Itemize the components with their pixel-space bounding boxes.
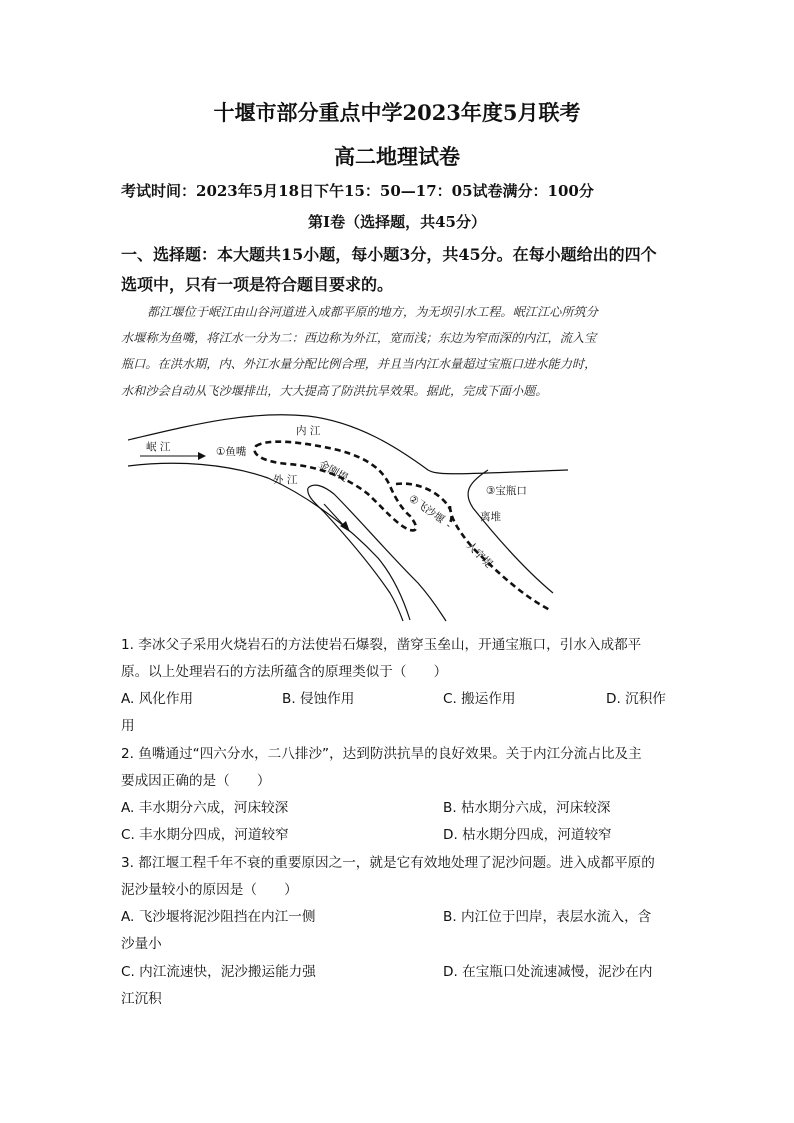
q1-stem-line2: 原。以上处理岩石的方法所蕴含的原理类似于（ ） (121, 664, 448, 680)
q2-option-d: D. 枯水期分四成，河道较窄 (443, 827, 612, 843)
q1-option-d-continued: 用 (121, 718, 135, 734)
exam-subtitle: 高二地理试卷 (334, 144, 460, 169)
q1-option-d: D. 沉积作 (606, 691, 666, 707)
renzidi-label: 人字堤 (463, 539, 495, 571)
q3-stem-line1: 3. 都江堰工程千年不衰的重要原因之一，就是它有效地处理了泥沙问题。进入成都平原的 (121, 855, 655, 871)
baopingkou-label: ③宝瓶口 (486, 485, 527, 497)
instructions-line1: 一、选择题：本大题共15小题，每小题3分，共45分。在每小题给出的四个 (121, 245, 657, 264)
q2-option-b: B. 枯水期分六成，河床较深 (443, 800, 611, 816)
q1-option-b: B. 侵蚀作用 (282, 691, 355, 707)
exam-info: 考试时间：2023年5月18日下午15：50—17：05试卷满分：100分 (121, 182, 594, 200)
q3-stem-line2: 泥沙量较小的原因是（ ） (121, 882, 298, 898)
q3-option-b-continued: 沙量小 (121, 936, 162, 952)
passage-line4: 水和沙会自动从飞沙堰排出，大大提高了防洪抗旱效果。据此，完成下面小题。 (121, 384, 548, 398)
section-title: 第Ⅰ卷（选择题，共45分） (308, 213, 486, 231)
q3-option-c: C. 内江流速快，泥沙搬运能力强 (121, 964, 316, 980)
river-bank-north (128, 415, 568, 474)
q3-option-a: A. 飞沙堰将泥沙阻挡在内江一侧 (121, 909, 316, 925)
q3-option-d: D. 在宝瓶口处流速减慢，泥沙在内 (443, 964, 653, 980)
yuzui-label: ①鱼嘴 (216, 446, 247, 458)
q1-option-c: C. 搬运作用 (443, 691, 516, 707)
minjiang-label: 岷 江 (146, 441, 171, 453)
feishayan-label: ②飞沙堰 (406, 492, 447, 526)
lidui-label: 离堆 (480, 511, 501, 523)
q2-stem-line1: 2. 鱼嘴通过“四六分水，二八排沙”，达到防洪抗旱的良好效果。关于内江分流占比及主 (121, 746, 642, 762)
q1-stem-line1: 1. 李冰父子采用火烧岩石的方法使岩石爆裂，凿穿玉垒山，开通宝瓶口，引水入成都平 (121, 637, 642, 653)
river-bank-south (128, 463, 410, 620)
q3-option-d-continued: 江沉积 (121, 991, 162, 1007)
waijiang-label: 外 江 (273, 474, 298, 486)
instructions-line2: 选项中，只有一项是符合题目要求的。 (121, 275, 394, 294)
exam-title: 十堰市部分重点中学2023年度5月联考 (213, 100, 581, 125)
q2-stem-line2: 要成因正确的是（ ） (121, 773, 271, 789)
q2-option-c: C. 丰水期分四成，河道较窄 (121, 827, 289, 843)
outer-river-inner-bank (308, 488, 403, 621)
q1-option-a: A. 风化作用 (121, 691, 194, 707)
q2-option-a: A. 丰水期分六成，河床较深 (121, 800, 289, 816)
neijiang-label: 内 江 (296, 425, 321, 437)
passage-line1: 都江堰位于岷江由山谷河道进入成都平原的地方，为无坝引水工程。岷江江心所筑分 (147, 305, 598, 319)
minjiang-arrowhead (198, 452, 206, 460)
dujiangyan-diagram (128, 408, 568, 623)
q3-option-b: B. 内江位于凹岸，表层水流入，含 (443, 909, 652, 925)
jingangdi-label: 金刚堤 (316, 458, 350, 485)
passage-line3: 瓶口。在洪水期，内、外江水量分配比例合理，并且当内江水量超过宝瓶口进水能力时， (121, 357, 597, 371)
passage-line2: 水堰称为鱼嘴，将江水一分为二：西边称为外江，宽而浅；东边为窄而深的内江，流入宝 (121, 331, 597, 345)
